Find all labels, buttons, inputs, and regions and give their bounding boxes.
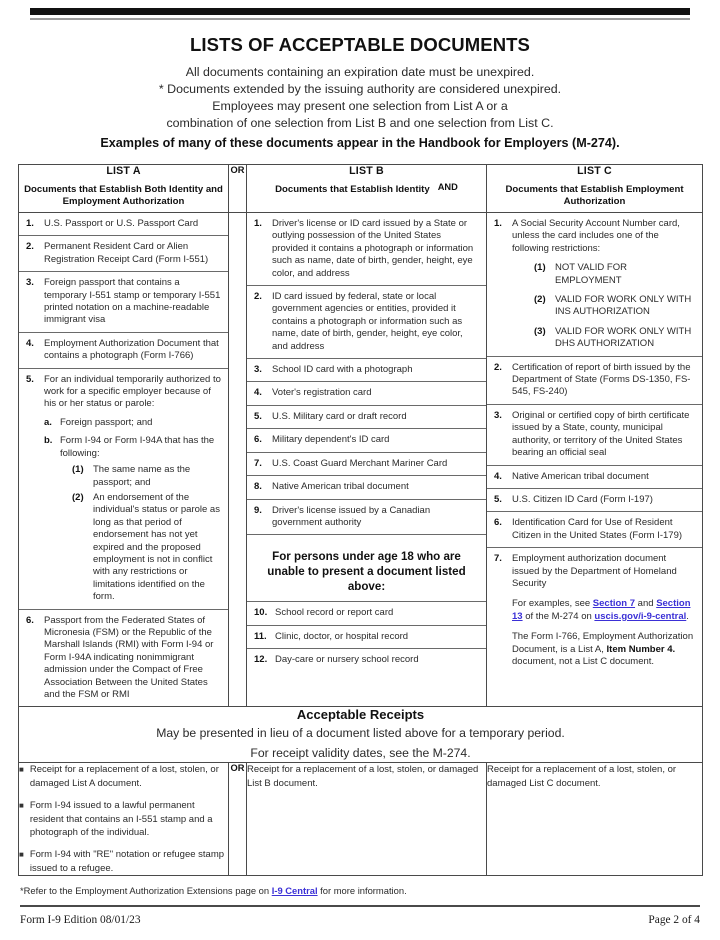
list-item-number: 1.: [494, 218, 502, 229]
examples-note-pre: For examples, see: [512, 598, 593, 610]
list-item-number: 6.: [254, 434, 262, 446]
list-item: [247, 382, 486, 405]
list-item: [247, 213, 486, 286]
list-item: [247, 649, 486, 671]
lists-table-wrap: [0, 158, 720, 876]
sub-list-level-2-label: (3): [534, 325, 546, 337]
list-item-text: Voter's registration card: [272, 387, 372, 399]
receipts-body-row: [19, 763, 703, 876]
list-a-header: [19, 165, 229, 213]
top-rules: [0, 0, 720, 20]
sub-list: [44, 417, 221, 604]
masthead-line-1: All documents containing an expiration date must be unexpired.: [185, 65, 535, 79]
receipts-list-a-cell: [19, 763, 229, 876]
list-item-text: Employment Authorization Document that contains a photograph (Form I-766): [44, 337, 219, 362]
table-header-row: [19, 165, 703, 213]
list-c-i766-note: [512, 631, 695, 668]
list-c-title: LIST C: [577, 165, 612, 177]
list-item-number: 1.: [26, 218, 34, 229]
examples-note-mid: and: [635, 598, 657, 610]
list-item: [19, 213, 228, 236]
receipts-line-1: May be presented in lieu of a document listed above for a temporary period.: [156, 726, 565, 741]
list-item: [19, 272, 228, 333]
list-item: [487, 405, 702, 466]
list-item: [19, 333, 228, 369]
list-item: [487, 489, 702, 512]
list-a-column: [19, 213, 229, 707]
table-body-row: [19, 213, 703, 707]
list-item: [487, 512, 702, 548]
list-item-text: U.S. Coast Guard Merchant Mariner Card: [272, 457, 448, 469]
minors-banner-text: For persons under age 18 who are unable to present a document listed above:: [267, 550, 466, 594]
bullet-icon: ■: [19, 850, 24, 860]
list-item-text: Day-care or nursery school record: [275, 654, 419, 666]
page-number: Page 2 of 4: [648, 913, 700, 926]
list-item-number: 2.: [254, 291, 262, 303]
section-13-link[interactable]: Section 13: [512, 598, 691, 622]
list-item-number: 3.: [254, 364, 262, 376]
list-b-description: Documents that Establish Identity: [275, 184, 430, 195]
examples-note-end: .: [686, 610, 689, 622]
list-item-text: School record or report card: [275, 607, 394, 619]
sub-list-level-2-text: VALID FOR WORK ONLY WITH DHS AUTHORIZATION: [555, 325, 692, 350]
sub-list-level-2-item: [72, 492, 221, 604]
list-item-number: 9.: [254, 504, 262, 516]
list-item-number: 10.: [254, 607, 268, 619]
receipts-list-a-bullets: [19, 763, 228, 875]
list-c-column: [487, 213, 703, 707]
list-item-number: 5.: [494, 493, 502, 505]
list-item: [487, 466, 702, 489]
list-c-header: [487, 165, 703, 213]
sub-list-level-2-text: NOT VALID FOR EMPLOYMENT: [555, 262, 627, 286]
sub-list-item-label: b.: [44, 435, 53, 447]
sub-list-level-2-item: [534, 294, 695, 319]
receipts-list-b-cell: Receipt for a replacement of a lost, stolen, or damaged List B document.: [247, 764, 479, 789]
sub-list-level-2: [534, 262, 695, 350]
receipt-bullet-item: [19, 848, 228, 875]
list-item: [487, 548, 702, 673]
sub-list-level-2-label: (1): [72, 464, 84, 476]
receipt-bullet-item: [19, 799, 228, 839]
receipts-title: Acceptable Receipts: [296, 707, 425, 723]
sub-list-level-2-text: VALID FOR WORK ONLY WITH INS AUTHORIZATION: [555, 294, 692, 318]
masthead-line-4: combination of one selection from List B and one selection from List C.: [166, 116, 554, 130]
list-item: [247, 359, 486, 382]
list-item-number: 5.: [254, 410, 262, 422]
i766-note-post: document, not a List C document.: [512, 655, 655, 667]
list-item-text: Passport from the Federated States of Micronesia (FSM) or the Republic of the Marshall Islands (RMI) with Form I-94 or Form I-94A indicating nonimmigrant admission under the Compact of Free Association Between the United States and the FSM or RMI: [44, 614, 214, 700]
list-item-number: 2.: [494, 361, 502, 373]
list-item: [19, 236, 228, 272]
receipt-bullet-item: [19, 763, 228, 790]
list-item-text: U.S. Military card or draft record: [272, 410, 407, 422]
sub-list-item-text: Form I-94 or Form I-94A that has the following: (1) The same name as the passport; and (2) An endorsement of the individual's status or parole as long as that period of endorsement has not yet expired and the proposed employment is not in conflict with any restrictions or limitations identified on the form.: [60, 435, 220, 603]
top-thick-rule: [30, 8, 690, 15]
list-item-text: Driver's license issued by a Canadian government authority: [272, 504, 431, 528]
bullet-icon: ■: [19, 801, 24, 811]
list-item-text: Identification Card for Use of Resident Citizen in the United States (Form I-179): [512, 517, 683, 541]
list-a-description: Documents that Establish Both Identity and Employment Authorization: [24, 184, 223, 207]
sub-list-level-2-label: (2): [534, 294, 546, 306]
list-item: [247, 500, 486, 536]
list-item-text: Military dependent's ID card: [272, 434, 390, 446]
list-item-text: Driver's license or ID card issued by a State or outlying possession of the United States provided it contains a photograph or information such as name, date of birth, gender, height, eye color, and address: [272, 218, 474, 279]
receipt-bullet-text: Receipt for a replacement of a lost, stolen, or damaged List A document.: [29, 764, 219, 789]
list-item-number: 3.: [26, 277, 34, 289]
list-item: [247, 476, 486, 499]
page-footer: [0, 907, 720, 926]
receipts-line-2: For receipt validity dates, see the M-274.: [250, 746, 471, 761]
list-a-title: LIST A: [106, 165, 141, 177]
list-item-number: 6.: [26, 614, 34, 626]
footnote-post: for more information.: [317, 885, 407, 897]
masthead: [0, 20, 720, 158]
list-item-number: 12.: [254, 654, 268, 666]
list-item-text: For an individual temporarily authorized to work for a specific employer because of his or her status or parole: a. Foreign passport; and b. Form I-94 or Form I-94A that has the following: (1) The same name as the passport; and (2) An endorsement of the individual's status or parole as long as that period of endorsement has not yet expired and the proposed employment is not in conflict with any restrictions or limitations identified on the form.: [44, 373, 221, 603]
list-c-description: Documents that Establish Employment Authorization: [505, 184, 684, 207]
list-a-items: [19, 213, 228, 706]
receipts-header: [19, 707, 703, 763]
list-item-number: 4.: [254, 387, 262, 399]
masthead-line-3: Employees may present one selection from List A or a: [212, 99, 508, 113]
list-item: [247, 626, 486, 649]
i9-central-link[interactable]: I-9 Central: [271, 885, 318, 897]
list-item: [19, 369, 228, 610]
masthead-line-5: Examples of many of these documents appear in the Handbook for Employers (M-274).: [100, 136, 620, 150]
list-item: [19, 610, 228, 707]
i766-note-pre: The Form I-766, Employment Authorization Document, is a List A,: [512, 631, 694, 655]
list-item-text: Native American tribal document: [512, 470, 649, 482]
list-item-text: Certification of report of birth issued by the Department of State (Forms DS-1350, FS-545, FS-240): [512, 361, 691, 398]
sub-list-item: [44, 417, 221, 429]
section-7-link[interactable]: Section 7: [592, 598, 636, 610]
sub-list-item-text: Foreign passport; and: [60, 416, 153, 428]
list-item-number: 7.: [494, 553, 502, 565]
sub-list-item-label: a.: [44, 416, 52, 428]
list-item-number: 11.: [254, 630, 267, 642]
sub-list-level-2-text: The same name as the passport; and: [93, 464, 191, 488]
list-item: [487, 357, 702, 405]
sub-list-level-2-label: (1): [534, 262, 546, 274]
sub-list-level-2-text: An endorsement of the individual's status or parole as long as that period of endorsement has not yet expired and the proposed employment is not in conflict with any restrictions or limitations identified on the form.: [93, 491, 220, 603]
list-item-number: 4.: [494, 470, 502, 482]
sub-list-level-2-item: [534, 326, 695, 351]
list-item-number: 2.: [26, 241, 34, 253]
list-b-items: [247, 213, 486, 672]
list-item-number: 4.: [26, 337, 34, 349]
list-c-items: [487, 213, 702, 673]
receipts-header-row: [19, 707, 703, 763]
list-item-text: School ID card with a photograph: [272, 364, 413, 376]
list-item-text: Native American tribal document: [272, 481, 409, 493]
masthead-line-2: * Documents extended by the issuing authority are considered unexpired.: [158, 82, 562, 96]
list-item-text: Clinic, doctor, or hospital record: [275, 630, 409, 642]
list-b-column: [247, 213, 487, 707]
list-item-number: 5.: [26, 373, 34, 385]
i766-note-item-number: Item Number 4.: [606, 643, 676, 655]
receipts-list-c-cell: Receipt for a replacement of a lost, stolen, or damaged List C document.: [487, 763, 703, 876]
list-item-number: 3.: [494, 409, 502, 421]
list-item-text: Original or certified copy of birth certificate issued by a State, county, municipal authority, or territory of the United States bearing an official seal: [512, 409, 690, 459]
list-item: [247, 286, 486, 359]
list-item-text: U.S. Citizen ID Card (Form I-197): [512, 493, 653, 505]
sub-list-level-2: [72, 464, 221, 603]
list-item-number: 8.: [254, 481, 262, 493]
list-item-text: Employment authorization document issued by the Department of Homeland Security For examples, see Section 7 and Section 13 of the M-274 on uscis.gov/i-9-central. The Form I-766, Employment Authorization Document, is a List A, Item Number 4. document, not a List C document.: [512, 553, 694, 667]
footnote-pre: *Refer to the Employment Authorization Extensions page on: [20, 885, 272, 897]
list-item-number: 6.: [494, 517, 502, 529]
sub-list-level-2-item: [534, 262, 695, 287]
list-item: [247, 429, 486, 452]
minors-banner: [247, 535, 486, 602]
list-item-number: 1.: [254, 218, 262, 229]
list-item-text: ID card issued by federal, state or local government agencies or entities, provided it contains a photograph or information such as name, date of birth, gender, height, eye color, and address: [272, 291, 463, 352]
list-item-text: U.S. Passport or U.S. Passport Card: [44, 218, 199, 229]
form-edition: Form I-9 Edition 08/01/23: [20, 913, 141, 926]
list-item-text: Permanent Resident Card or Alien Registration Receipt Card (Form I-551): [44, 241, 209, 265]
sub-list-level-2-item: [72, 464, 221, 489]
page-title: LISTS OF ACCEPTABLE DOCUMENTS: [189, 34, 530, 55]
list-item: [247, 453, 486, 476]
body-or-separator-column: [229, 213, 247, 707]
list-b-header: [247, 165, 487, 213]
sub-list-item: [44, 435, 221, 603]
list-b-title: LIST B: [349, 165, 384, 177]
receipt-bullet-text: Form I-94 issued to a lawful permanent resident that contains an I-551 stamp and a photograph of the individual.: [29, 800, 213, 839]
bullet-icon: ■: [19, 765, 24, 775]
acceptable-documents-table: [18, 164, 703, 876]
receipts-or-separator: OR: [229, 763, 247, 876]
list-item-text: A Social Security Account Number card, unless the card includes one of the following restrictions: (1) NOT VALID FOR EMPLOYMENT (2) VALID FOR WORK ONLY WITH INS AUTHORIZATION (3) VALID FOR WORK ONLY WITH DHS AUTHORIZATION: [512, 218, 695, 351]
receipt-bullet-text: Form I-94 with "RE" notation or refugee stamp issued to a refugee.: [29, 849, 225, 874]
list-item-number: 7.: [254, 457, 262, 469]
examples-note-mid-2: of the M-274 on: [522, 610, 595, 622]
header-or-separator: OR: [229, 165, 247, 213]
header-and-separator: AND: [437, 181, 458, 192]
list-item: [487, 213, 702, 357]
footnote: [0, 876, 720, 896]
list-item: [247, 602, 486, 625]
sub-list-level-2-label: (2): [72, 491, 84, 503]
i9-central-url-link[interactable]: uscis.gov/i-9-central: [594, 610, 687, 622]
list-item-text: Foreign passport that contains a temporary I-551 stamp or temporary I-551 printed notation on a machine-readable immigrant visa: [44, 277, 221, 326]
list-c-examples-note: [512, 598, 695, 623]
list-item: [247, 406, 486, 429]
